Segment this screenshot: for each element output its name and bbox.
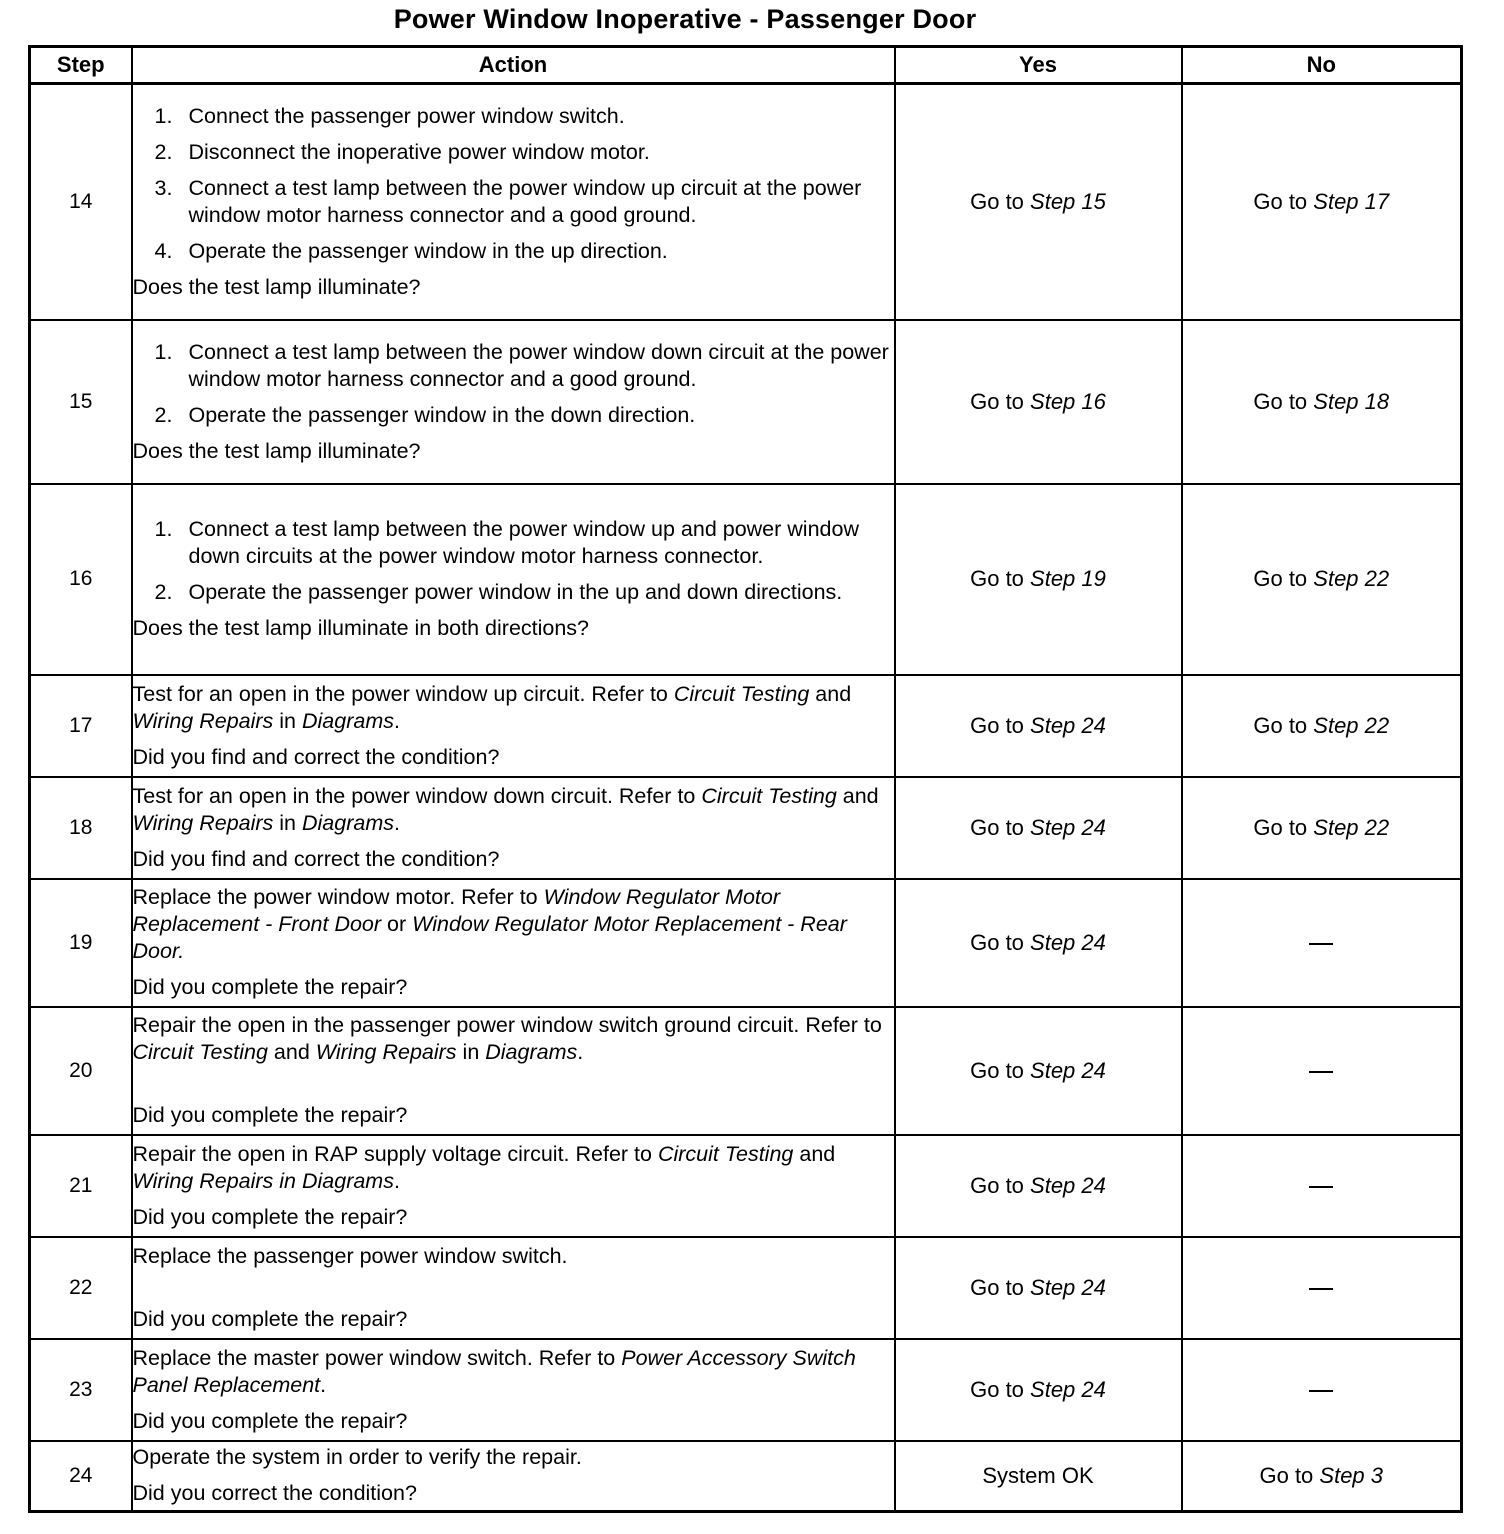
action-instruction	[133, 1243, 894, 1270]
no-result-cell	[1182, 1339, 1462, 1441]
action-step-item	[154, 175, 894, 229]
table-row	[30, 675, 1462, 777]
action-question: Did you complete the repair?	[132, 1306, 408, 1331]
instruction-text: .	[320, 1372, 327, 1397]
no-goto-step-link[interactable]: Step 18	[1313, 388, 1390, 414]
yes-goto-prefix: Go to	[970, 814, 1031, 840]
action-step-number: 2.	[154, 580, 173, 604]
action-step-item	[154, 339, 894, 393]
yes-goto-step-link[interactable]: Step 24	[1030, 1057, 1106, 1083]
action-step-text: Connect the passenger power window switch.	[188, 103, 625, 128]
no-goto-step-link[interactable]: Step 17	[1313, 188, 1390, 214]
table-row	[30, 484, 1462, 675]
action-cell	[132, 1135, 895, 1237]
action-step-item	[154, 579, 894, 606]
action-step-item	[154, 238, 894, 265]
not-applicable-dash	[1309, 1186, 1333, 1188]
action-cell	[132, 777, 895, 879]
action-step-number: 1.	[154, 339, 173, 364]
action-question: Did you complete the repair?	[132, 1408, 408, 1433]
yes-result-cell	[895, 1135, 1182, 1237]
header-no: No	[1182, 47, 1462, 84]
yes-result-cell	[895, 1237, 1182, 1339]
action-step-item	[154, 402, 894, 429]
step-number: 24	[30, 1441, 132, 1512]
action-step-text: Connect a test lamp between the power window up circuit at the power window motor harness connector and a good ground.	[188, 175, 862, 227]
action-cell	[132, 1007, 895, 1135]
yes-goto-step-link[interactable]: Step 16	[1030, 388, 1106, 414]
table-row	[30, 879, 1462, 1007]
not-applicable-dash	[1309, 1288, 1333, 1290]
no-goto-step-link[interactable]: Step 3	[1319, 1462, 1384, 1488]
yes-goto-prefix: Go to	[970, 188, 1031, 214]
action-question: Did you complete the repair?	[132, 1103, 408, 1127]
no-result-cell	[1182, 1441, 1462, 1512]
spacer	[133, 1279, 894, 1306]
action-step-text: Operate the passenger window in the up direction.	[188, 238, 668, 263]
no-goto-prefix: Go to	[1253, 814, 1314, 840]
instruction-text: and	[267, 1040, 316, 1064]
yes-goto-prefix: Go to	[970, 1274, 1031, 1300]
table-row	[30, 1237, 1462, 1339]
reference-text: Circuit Testing	[132, 1040, 268, 1064]
yes-goto-prefix: Go to	[970, 388, 1031, 414]
reference-text: Circuit Testing	[701, 783, 837, 808]
action-question: Did you find and correct the condition?	[132, 846, 500, 871]
yes-result-cell	[895, 879, 1182, 1007]
no-goto-prefix: Go to	[1253, 388, 1314, 414]
step-number: 19	[30, 879, 132, 1007]
step-number: 21	[30, 1135, 132, 1237]
action-step-number: 1.	[154, 517, 173, 541]
action-instruction	[133, 783, 894, 837]
action-cell	[132, 879, 895, 1007]
header-step: Step	[30, 47, 132, 84]
action-step-number: 1.	[154, 103, 173, 128]
no-result-cell	[1182, 484, 1462, 675]
action-cell	[132, 1441, 895, 1512]
action-instruction	[133, 681, 894, 735]
yes-goto-prefix: Go to	[970, 712, 1031, 738]
step-number: 14	[30, 84, 132, 320]
instruction-text: .	[393, 810, 400, 835]
no-goto-prefix: Go to	[1253, 712, 1314, 738]
action-step-item	[154, 103, 894, 130]
no-result-cell	[1182, 675, 1462, 777]
action-step-number: 2.	[154, 402, 173, 427]
table-row	[30, 777, 1462, 879]
yes-result-cell	[895, 1007, 1182, 1135]
no-result-cell	[1182, 320, 1462, 484]
action-question: Does the test lamp illuminate?	[132, 274, 421, 299]
yes-result-cell	[895, 675, 1182, 777]
reference-text: Wiring Repairs	[132, 708, 274, 733]
yes-goto-step-link[interactable]: Step 24	[1030, 1274, 1106, 1300]
action-cell	[132, 84, 895, 320]
yes-goto-prefix: Go to	[970, 566, 1031, 591]
action-step-item	[154, 516, 894, 570]
not-applicable-dash	[1309, 943, 1333, 945]
no-result-cell	[1182, 1237, 1462, 1339]
instruction-text: Repair the open in RAP supply voltage circuit. Refer to	[132, 1141, 658, 1166]
action-step-number: 2.	[154, 139, 173, 164]
action-step-text: Connect a test lamp between the power window up and power window down circuits at the power window motor harness connector.	[188, 517, 859, 568]
action-cell	[132, 1339, 895, 1441]
instruction-text: Test for an open in the power window up circuit. Refer to	[132, 681, 674, 706]
action-step-text: Connect a test lamp between the power window down circuit at the power window motor harness connector and a good ground.	[188, 339, 889, 391]
action-step-text: Disconnect the inoperative power window motor.	[188, 139, 650, 164]
action-cell	[132, 320, 895, 484]
yes-goto-prefix: Go to	[970, 929, 1031, 955]
table-row	[30, 1339, 1462, 1441]
reference-text: Wiring Repairs	[315, 1040, 457, 1064]
not-applicable-dash	[1309, 1071, 1333, 1073]
no-result-cell	[1182, 1007, 1462, 1135]
action-cell	[132, 1237, 895, 1339]
no-goto-step-link[interactable]: Step 22	[1313, 712, 1390, 738]
reference-text: Window Regulator Motor Replacement - Rear Door.	[132, 912, 847, 963]
instruction-text: Replace the passenger power window switch.	[132, 1243, 568, 1268]
instruction-text: Replace the power window motor. Refer to	[132, 885, 544, 909]
reference-text: Diagrams	[485, 1040, 578, 1064]
yes-goto-step-link[interactable]: Step 24	[1030, 1376, 1106, 1402]
instruction-text: in	[456, 1040, 486, 1064]
instruction-text: .	[393, 708, 400, 733]
instruction-text: .	[577, 1040, 584, 1064]
yes-goto-step-link[interactable]: Step 24	[1030, 1172, 1106, 1198]
no-result-cell	[1182, 84, 1462, 320]
action-question: Did you find and correct the condition?	[132, 744, 500, 769]
action-step-number: 3.	[154, 175, 173, 200]
no-result-cell	[1182, 777, 1462, 879]
step-number: 18	[30, 777, 132, 879]
yes-goto-step-link[interactable]: Step 15	[1030, 188, 1106, 214]
instruction-text: and	[793, 1141, 836, 1166]
instruction-text: Test for an open in the power window down circuit. Refer to	[132, 783, 702, 808]
spacer	[133, 1075, 894, 1102]
action-instruction	[133, 1012, 894, 1066]
step-number: 20	[30, 1007, 132, 1135]
yes-goto-step-link[interactable]: Step 19	[1030, 566, 1106, 591]
instruction-text: and	[809, 681, 852, 706]
yes-result-cell	[895, 777, 1182, 879]
action-question: Does the test lamp illuminate?	[132, 438, 421, 463]
no-goto-prefix: Go to	[1253, 188, 1314, 214]
page-title: Power Window Inoperative - Passenger Door	[393, 4, 977, 34]
table-row	[30, 84, 1462, 320]
action-question: Did you complete the repair?	[132, 975, 408, 999]
reference-text: Diagrams	[301, 810, 394, 835]
reference-text: Circuit Testing	[657, 1141, 794, 1166]
instruction-text: Repair the open in the passenger power window switch ground circuit. Refer to	[132, 1013, 882, 1037]
yes-result-cell	[895, 84, 1182, 320]
action-question: Did you correct the condition?	[132, 1481, 417, 1506]
table-row	[30, 320, 1462, 484]
yes-goto-prefix: Go to	[970, 1172, 1031, 1198]
action-steps-list	[133, 516, 894, 606]
yes-result-cell	[895, 320, 1182, 484]
instruction-text: and	[836, 783, 879, 808]
step-number: 17	[30, 675, 132, 777]
reference-text: Wiring Repairs in Diagrams	[132, 1168, 394, 1193]
action-instruction	[133, 884, 894, 965]
table-header-row	[30, 47, 1462, 84]
no-goto-prefix: Go to	[1259, 1462, 1320, 1488]
yes-goto-prefix: Go to	[970, 1057, 1031, 1083]
instruction-text: .	[393, 1168, 400, 1193]
step-number: 22	[30, 1237, 132, 1339]
table-row	[30, 1135, 1462, 1237]
action-step-text: Operate the passenger window in the down direction.	[188, 402, 696, 427]
step-number: 23	[30, 1339, 132, 1441]
action-question: Does the test lamp illuminate in both directions?	[132, 616, 590, 640]
header-yes: Yes	[895, 47, 1182, 84]
reference-text: Window Regulator Motor Replacement - Front Door	[132, 885, 780, 936]
instruction-text: Replace the master power window switch. Refer to	[132, 1345, 622, 1370]
action-cell	[132, 484, 895, 675]
reference-text: Diagrams	[301, 708, 394, 733]
yes-result-cell	[895, 484, 1182, 675]
table-row	[30, 1007, 1462, 1135]
no-result-cell	[1182, 1135, 1462, 1237]
step-number: 16	[30, 484, 132, 675]
yes-goto-step-link[interactable]: Step 24	[1030, 814, 1106, 840]
action-steps-list	[133, 339, 894, 429]
instruction-text: in	[273, 810, 302, 835]
yes-result-cell	[895, 1441, 1182, 1512]
instruction-text: in	[273, 708, 302, 733]
action-step-item	[154, 139, 894, 166]
action-cell	[132, 675, 895, 777]
action-instruction	[133, 1444, 894, 1471]
no-goto-step-link[interactable]: Step 22	[1313, 566, 1390, 591]
instruction-text: Operate the system in order to verify the repair.	[132, 1445, 582, 1470]
reference-text: Power Accessory Switch Panel Replacement	[132, 1345, 856, 1397]
reference-text: Circuit Testing	[673, 681, 810, 706]
action-instruction	[133, 1141, 894, 1195]
yes-result-text: System OK	[982, 1462, 1094, 1488]
yes-goto-step-link[interactable]: Step 24	[1030, 929, 1106, 955]
instruction-text: or	[381, 912, 413, 936]
step-number: 15	[30, 320, 132, 484]
action-steps-list	[133, 103, 894, 265]
no-goto-prefix: Go to	[1253, 566, 1314, 591]
action-step-number: 4.	[154, 238, 173, 263]
action-instruction	[133, 1345, 894, 1399]
yes-goto-prefix: Go to	[970, 1376, 1031, 1402]
yes-goto-step-link[interactable]: Step 24	[1030, 712, 1106, 738]
action-step-text: Operate the passenger power window in the up and down directions.	[188, 580, 843, 604]
reference-text: Wiring Repairs	[132, 810, 274, 835]
table-row	[30, 1441, 1462, 1512]
no-goto-step-link[interactable]: Step 22	[1313, 814, 1390, 840]
yes-result-cell	[895, 1339, 1182, 1441]
no-result-cell	[1182, 879, 1462, 1007]
header-action: Action	[132, 47, 895, 84]
diagnostic-table	[28, 45, 1463, 1513]
action-question: Did you complete the repair?	[132, 1204, 408, 1229]
not-applicable-dash	[1309, 1390, 1333, 1392]
